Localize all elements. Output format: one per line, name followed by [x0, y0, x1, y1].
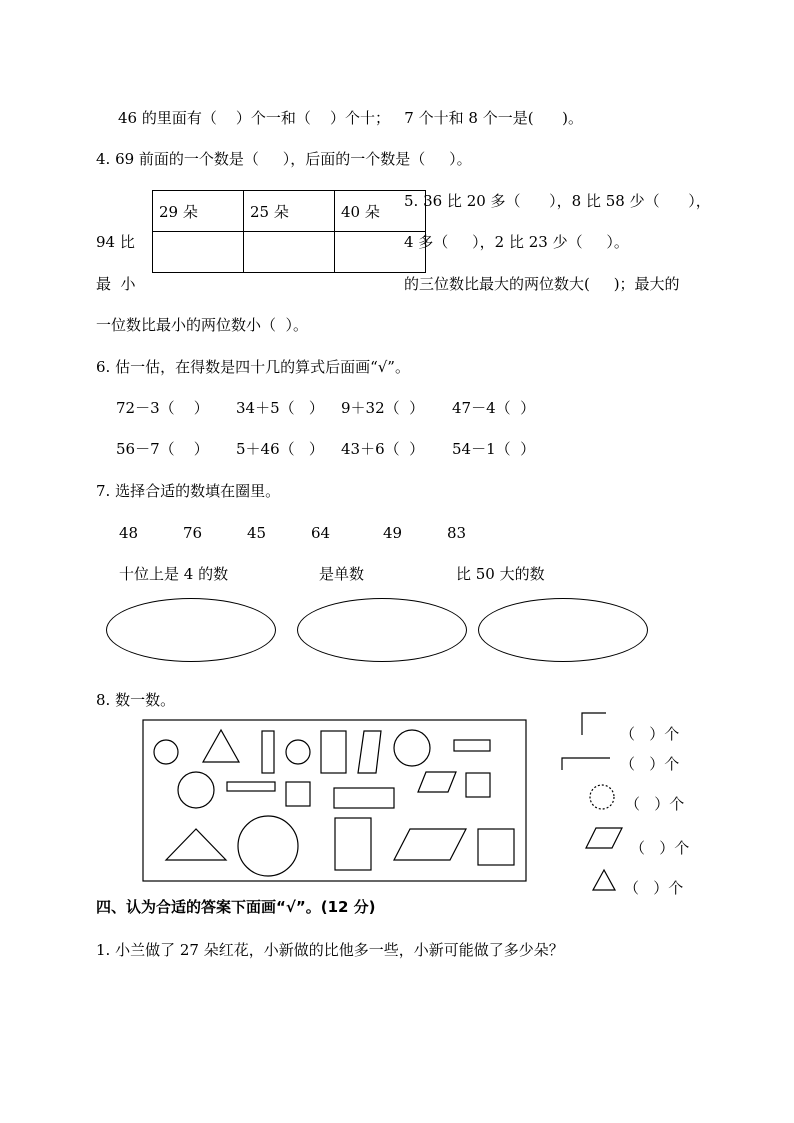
section-4-question-1: 1. 小兰做了 27 朵红花，小新做的比他多一些，小新可能做了多少朵？	[96, 941, 564, 959]
triangle-shape	[166, 829, 226, 860]
calc-6: 5＋46（ ）	[236, 440, 324, 458]
circle-shape	[286, 740, 310, 764]
right-angle-icon	[562, 758, 610, 770]
calc-7: 43＋6（ ）	[341, 440, 425, 458]
number-5: 49	[383, 524, 403, 542]
rectangle-shape	[335, 818, 371, 870]
rectangle-shape	[262, 731, 274, 773]
question-5-line-4: 一位数比最小的两位数小（ ）。	[96, 316, 309, 334]
question-4: 4. 69 前面的一个数是（ ），后面的一个数是（ ）。	[96, 150, 472, 168]
calc-1: 72－3（ ）	[116, 399, 209, 417]
flower-cell-3: 40 朵	[335, 191, 426, 232]
circle-label-2: 是单数	[319, 565, 365, 583]
place-value-question: 46 的里面有（ ）个一和（ ）个十； 7 个十和 8 个一是( )。	[118, 109, 584, 127]
count-circle: （ ）个	[625, 795, 685, 813]
calc-4: 47－4（ ）	[452, 399, 536, 417]
triangle-shape	[203, 730, 239, 762]
count-triangle: （ ）个	[624, 879, 684, 897]
question-5-zui: 最 小	[96, 275, 136, 293]
number-6: 83	[447, 524, 467, 542]
rectangle-shape	[454, 740, 490, 751]
triangle-icon	[593, 870, 615, 890]
rectangle-shape	[227, 782, 275, 791]
question-5-line-2: 4 多（ ），2 比 23 少（ ）。	[404, 233, 629, 251]
right-angle-icon	[582, 713, 606, 735]
calc-2: 34＋5（ ）	[236, 399, 324, 417]
question-5-line-3: 的三位数比最大的两位数大( )；最大的	[404, 275, 680, 293]
parallelogram-shape	[418, 772, 456, 792]
flower-cell-1: 29 朵	[153, 191, 244, 232]
question-6: 6. 估一估，在得数是四十几的算式后面画“√”。	[96, 358, 410, 376]
number-4: 64	[311, 524, 331, 542]
count-right-angle-2: （ ）个	[620, 755, 680, 773]
question-5-94: 94 比	[96, 233, 135, 251]
circle-shape	[238, 816, 298, 876]
circle-label-1: 十位上是 4 的数	[119, 565, 229, 583]
circle-shape	[178, 772, 214, 808]
parallelogram-shape	[394, 829, 466, 860]
calc-3: 9＋32（ ）	[341, 399, 425, 417]
circle-label-3: 比 50 大的数	[456, 565, 545, 583]
parallelogram-shape	[358, 731, 381, 773]
parallelogram-icon	[586, 828, 622, 848]
number-3: 45	[247, 524, 267, 542]
square-shape	[478, 829, 514, 865]
square-shape	[286, 782, 310, 806]
calc-8: 54－1（ ）	[452, 440, 536, 458]
circle-icon	[590, 785, 614, 809]
rectangle-shape	[321, 731, 346, 773]
circle-shape	[154, 740, 178, 764]
question-8: 8. 数一数。	[96, 691, 176, 709]
rectangle-shape	[334, 788, 394, 808]
question-5-line-1: 5. 36 比 20 多（ ），8 比 58 少（ ），	[404, 192, 711, 210]
number-2: 76	[183, 524, 203, 542]
square-shape	[466, 773, 490, 797]
question-7: 7. 选择合适的数填在圈里。	[96, 482, 281, 500]
flower-cell-2: 25 朵	[244, 191, 335, 232]
calc-5: 56－7（ ）	[116, 440, 209, 458]
circle-shape	[394, 730, 430, 766]
number-1: 48	[119, 524, 139, 542]
count-right-angle-1: （ ）个	[620, 725, 680, 743]
section-4-heading: 四、认为合适的答案下面画“√”。(12 分)	[96, 898, 376, 916]
count-parallelogram: （ ）个	[630, 839, 690, 857]
